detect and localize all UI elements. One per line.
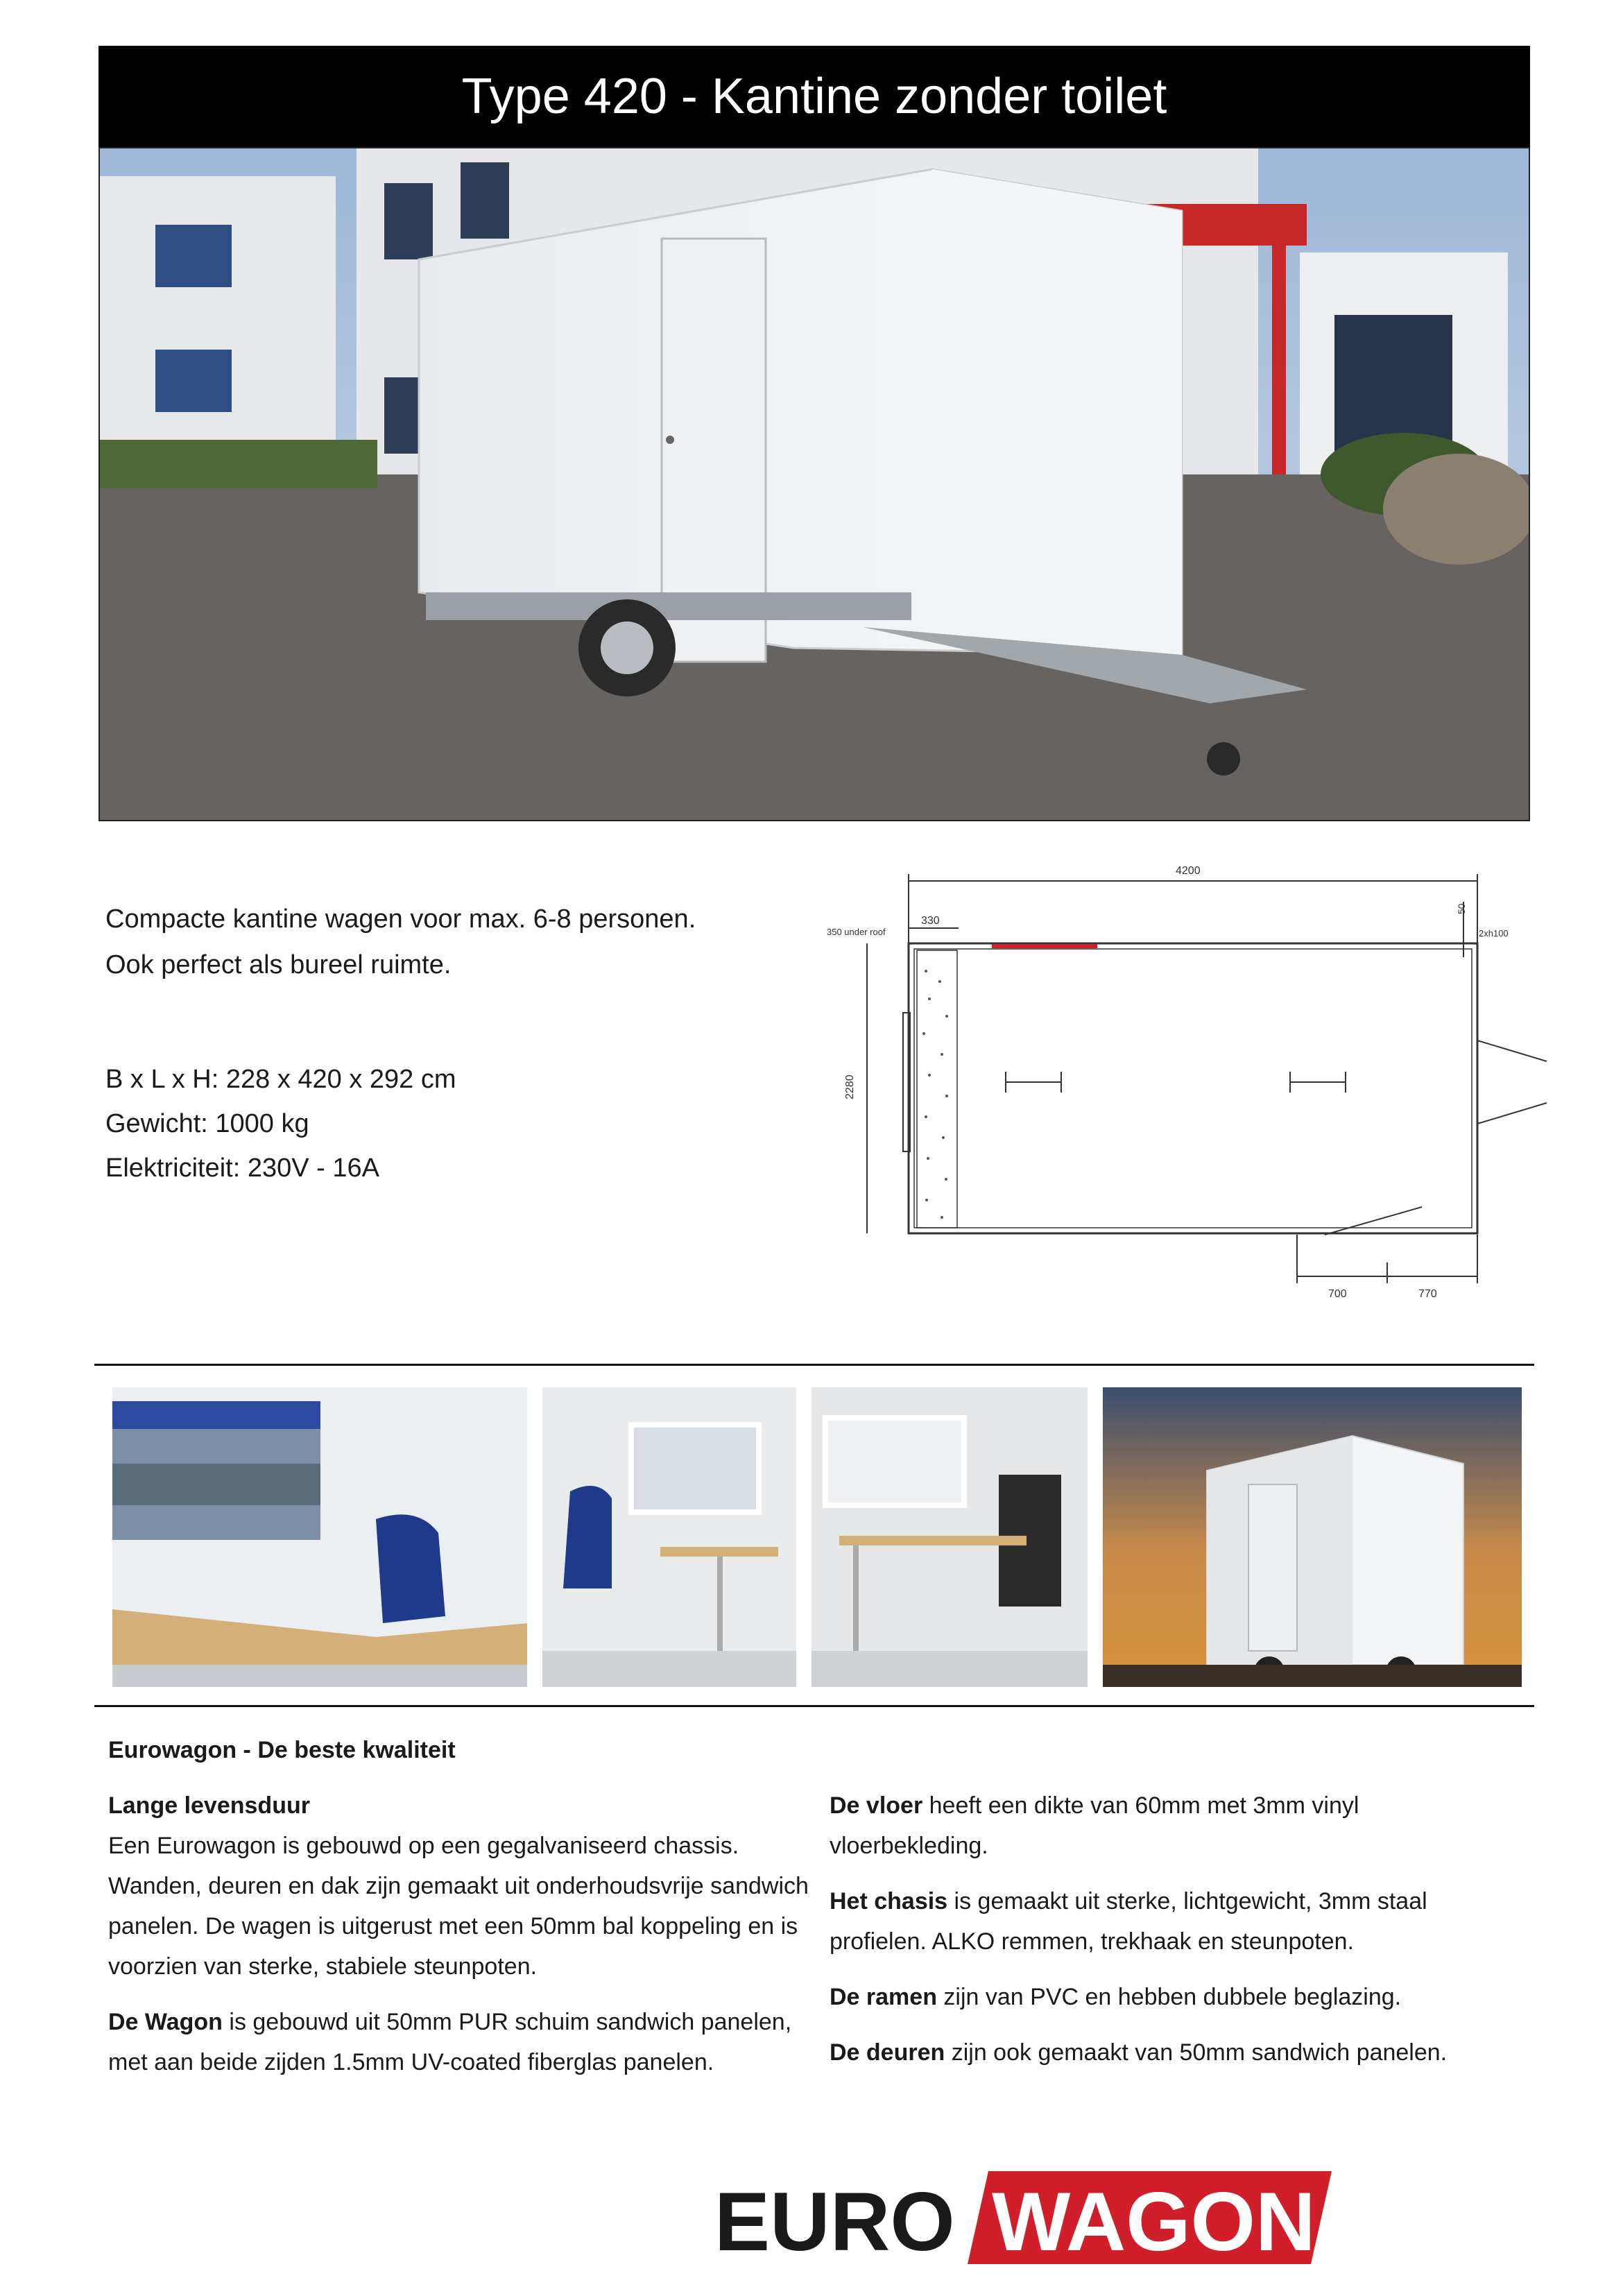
intro-text: [105, 896, 696, 988]
interior-photo-2: [542, 1387, 796, 1687]
trailer-photo-illustration: [100, 148, 1530, 821]
paragraph-doors-text: zijn ook gemaakt van 50mm sandwich panelen.: [945, 2039, 1448, 2066]
paragraph-floor-text: heeft een dikte van 60mm met 3mm vinyl vloerbekleding.: [830, 1792, 1359, 1859]
paragraph-chassis: Een Eurowagon is gebouwd op een gegalvaniseerd chassis. Wanden, deuren en dak zijn gemaakt uit onderhoudsvrije sandwich panelen. De wagen is uitgerust met een 50mm bal koppeling en is voorzien van sterke, stabiele steunpoten.: [108, 1833, 809, 1980]
spec-weight: Gewicht: 1000 kg: [105, 1109, 309, 1138]
exterior-sunset-photo: [1103, 1387, 1522, 1687]
interior-photo-1-image: [112, 1387, 527, 1687]
spec-electricity: Elektriciteit: 230V - 16A: [105, 1154, 379, 1183]
divider-top: [94, 1364, 1534, 1366]
exterior-sunset-photo-image: [1103, 1387, 1522, 1687]
logo-text-euro: EURO: [714, 2175, 955, 2268]
divider-bottom: [94, 1705, 1534, 1707]
paragraph-doors-label: De deuren: [830, 2039, 945, 2066]
eurowagon-logo: [707, 2166, 1332, 2270]
paragraph-floor-label: De vloer: [830, 1792, 923, 1819]
dim-wall: 50: [1456, 903, 1467, 914]
page-title: Type 420 - Kantine zonder toilet: [461, 69, 1167, 124]
section-heading: Eurowagon - De beste kwaliteit: [108, 1737, 456, 1763]
paragraph-wagon: [108, 2002, 809, 2082]
dim-length: 4200: [1176, 865, 1201, 877]
dim-drawbar-a: 700: [1328, 1288, 1347, 1300]
intro-line-2: Ook perfect als bureel ruimte.: [105, 950, 452, 979]
floor-plan-drawing: [798, 860, 1547, 1318]
logo-text-wagon: WAGON: [992, 2175, 1316, 2268]
interior-photo-3-image: [812, 1387, 1088, 1687]
paragraph-wagon-text: is gebouwd uit 50mm PUR schuim sandwich panelen, met aan beide zijden 1.5mm UV-coated fiberglas panelen.: [108, 2009, 792, 2075]
paragraph-windows: [830, 1977, 1523, 2017]
subheading-lifetime: Lange levensduur: [108, 1792, 310, 1819]
spec-dimensions: B x L x H: 228 x 420 x 292 cm: [105, 1065, 456, 1094]
paragraph-floor: [830, 1785, 1523, 1866]
left-column: [108, 1785, 809, 2098]
interior-photo-2-image: [542, 1387, 796, 1687]
dim-beam: 2xh100: [1479, 928, 1509, 939]
specs-list: [105, 1057, 456, 1190]
floor-plan-svg: [798, 860, 1547, 1318]
paragraph-wagon-label: De Wagon: [108, 2009, 223, 2035]
dim-drawbar-b: 770: [1418, 1288, 1437, 1300]
eurowagon-logo-svg: [707, 2166, 1332, 2270]
intro-line-1: Compacte kantine wagen voor max. 6-8 personen.: [105, 905, 696, 934]
paragraph-windows-label: De ramen: [830, 1984, 937, 2010]
paragraph-doors: [830, 2032, 1523, 2073]
hero-photo: [98, 147, 1530, 821]
dim-width: 2280: [844, 1074, 856, 1099]
dim-shelf: 330: [921, 915, 940, 927]
paragraph-chassis-steel-text: is gemaakt uit sterke, lichtgewicht, 3mm staal profielen. ALKO remmen, trekhaak en steunpoten.: [830, 1888, 1427, 1955]
paragraph-chassis-steel: [830, 1881, 1523, 1962]
interior-photo-3: [812, 1387, 1088, 1687]
interior-photo-1: [112, 1387, 527, 1687]
paragraph-chassis-steel-label: Het chasis: [830, 1888, 948, 1914]
paragraph-windows-text: zijn van PVC en hebben dubbele beglazing.: [936, 1984, 1402, 2010]
title-bar: [98, 46, 1530, 147]
dim-roof-note: 350 under roof: [827, 927, 886, 937]
right-column: [830, 1785, 1523, 2088]
